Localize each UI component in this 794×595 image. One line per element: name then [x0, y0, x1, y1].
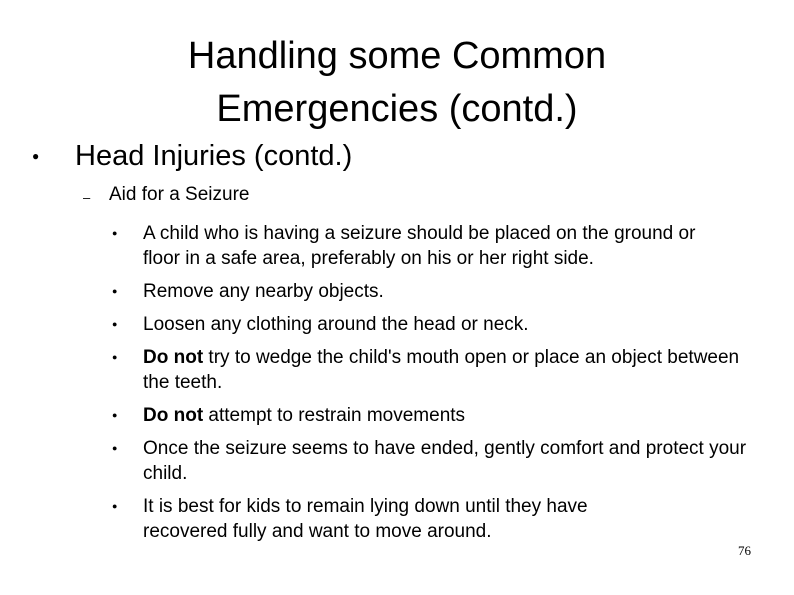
level1-item-head-injuries — [32, 138, 352, 174]
list-item — [112, 403, 752, 428]
emphasis-do-not: Do not — [143, 347, 204, 368]
level2-item-aid-for-seizure — [83, 182, 249, 214]
list-item — [112, 221, 752, 271]
list-item — [112, 436, 752, 486]
emphasis-do-not: Do not — [143, 405, 204, 426]
list-item-body: Remove any nearby objects. — [143, 281, 384, 302]
list-item-text — [143, 494, 663, 544]
dash-bullet-icon: – — [83, 190, 91, 205]
bullet-icon: ● — [112, 352, 118, 362]
list-item-body: A child who is having a seizure should be placed on the ground or floor in a safe area, preferably on his or her right side. — [143, 223, 696, 269]
title-line-1: Handling some Common — [187, 35, 607, 77]
bullet-icon: ● — [112, 501, 118, 511]
bullet-icon: ● — [112, 443, 118, 453]
list-item-body: try to wedge the child's mouth open or place an object between the teeth. — [143, 347, 740, 393]
list-item-body: Loosen any clothing around the head or neck. — [143, 314, 529, 335]
list-item-body: It is best for kids to remain lying down until they have recovered fully and want to move around. — [143, 496, 588, 542]
list-item-text — [143, 403, 752, 428]
seizure-steps-list — [112, 221, 752, 552]
list-item-text — [143, 312, 752, 337]
list-item-text — [143, 279, 752, 304]
slide-title — [97, 30, 697, 136]
bullet-icon: ● — [32, 149, 40, 163]
list-item-text — [143, 436, 752, 486]
list-item — [112, 494, 752, 544]
list-item-text — [143, 221, 718, 271]
list-item — [112, 279, 752, 304]
title-line-2: Emergencies (contd.) — [216, 88, 578, 130]
bullet-icon: ● — [112, 286, 118, 296]
level2-text: Aid for a Seizure — [109, 184, 250, 205]
bullet-icon: ● — [112, 410, 118, 420]
list-item — [112, 312, 752, 337]
bullet-icon: ● — [112, 228, 118, 238]
list-item-body: Once the seizure seems to have ended, gently comfort and protect your child. — [143, 438, 747, 484]
list-item-text — [143, 345, 752, 395]
level1-text: Head Injuries (contd.) — [75, 140, 353, 172]
list-item-body: attempt to restrain movements — [203, 405, 466, 426]
page-number: 76 — [738, 543, 751, 558]
bullet-icon: ● — [112, 319, 118, 329]
list-item — [112, 345, 752, 395]
